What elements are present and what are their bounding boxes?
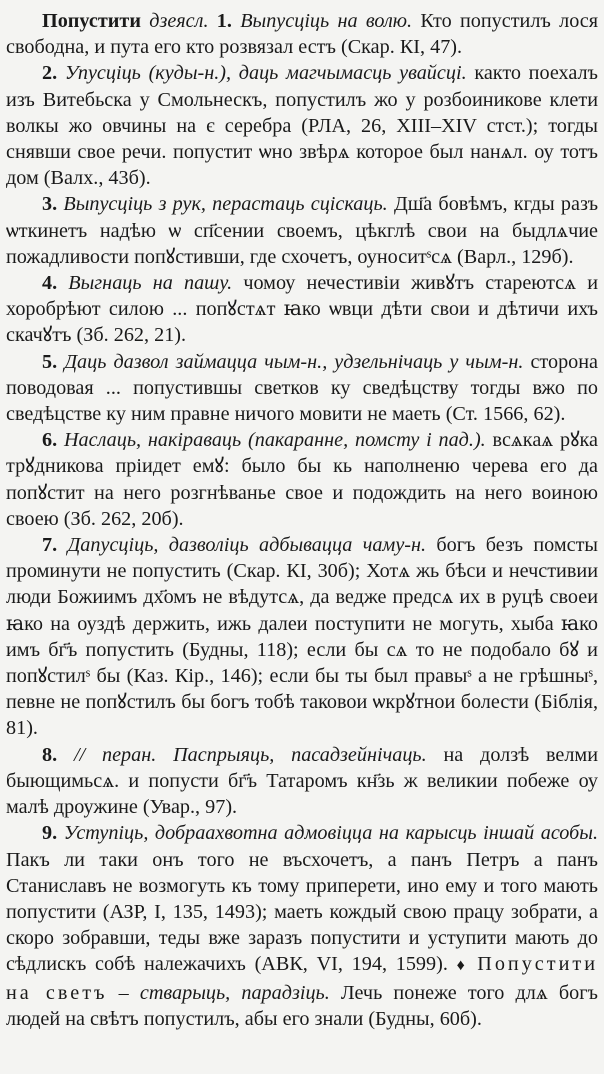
sense-gloss: Выпусціць на волю. [240, 10, 413, 32]
sense-number: 7. [42, 534, 58, 557]
headword: Попустити [42, 10, 141, 32]
sense-5 [6, 349, 598, 428]
sense-gloss: Уступіць, добраахвотна адмовіцца на карысць іншай асобы. [63, 822, 599, 845]
sense-gloss: Даць дазвол займацца чым-н., удзельнічаць у чым-н. [64, 350, 524, 373]
sense-3 [6, 191, 598, 270]
sense-number: 9. [42, 822, 58, 845]
sense-number: 6. [42, 429, 58, 452]
sense-gloss: Упусціць (куды-н.), даць магчымасць увайсці. [64, 62, 467, 85]
part-of-speech: дзеясл. [149, 10, 209, 32]
phrase-citation: Лечь понеже того длѧ богъ людей на свѣтъ попустилъ, абы его знали (Будны, 60б). [6, 981, 598, 1030]
sense-citation: богъ безъ помсты проминути не попустить (Скар. КІ, 30б); Хотѧ жь бѣси и нечстивии люди Божиимъ дх҃омъ не вѣдутсѧ, да ведже предсѧ их в руцѣ своеи ꙗко на оуздѣ держить, ижь далеи поступити не могуть, хыба ꙗко имъ бг҃ъ попустить (Будны, 118); если бы сѧ то не подобало бꙋ и попꙋстилˢ бы (Каз. Кір., 146); если бы ты был правыˢ а не грѣшныˢ, певне не попꙋстилъ бы богъ тобѣ таковои ѡкрꙋтнои болести (Біблія, 81). [6, 534, 598, 740]
sense-citation: сторона поводовая ... попустившы светков ку сведѣцству тогды вжо по сведѣцстве ку ним правне ничого мовити не маеть (Ст. 1566, 62). [6, 350, 599, 426]
sense-number: 1. [216, 10, 232, 32]
sense-6 [6, 427, 598, 532]
sense-number: 8. [42, 743, 58, 766]
sense-citation: всѧкаѧ рꙋка трꙋдникова прiидет емꙋ: было бы кь наполненю черева его да попꙋстит на него розгнѣванье свое и подождить на него воиною своею (Зб. 262, 20б). [6, 429, 599, 530]
sense-2 [6, 60, 598, 191]
sense-1 [6, 8, 598, 60]
sense-4 [6, 270, 598, 349]
sense-number: 3. [42, 193, 58, 216]
phrase-gloss: стварыць, парадзіць. [139, 981, 330, 1004]
sense-citation: на долзѣ велми быющимьсѧ. и попусти бг҃ъ Татаромъ кн҃зь ж великии побеже оу малѣ дроужине (Увар., 97). [6, 743, 598, 819]
sense-7 [6, 532, 598, 742]
sense-number: 2. [42, 62, 58, 85]
sense-citation: Кто попустилъ лося свободна, и пута его кто розвязал естъ (Скар. КІ, 47). [6, 10, 599, 59]
sense-gloss: Выгнаць на пашу. [68, 272, 233, 295]
sense-gloss: Наслаць, накіраваць (пакаранне, помсту і пад.). [63, 429, 486, 452]
sense-8 [6, 742, 598, 821]
sense-number: 4. [42, 272, 58, 295]
dictionary-entry [6, 8, 598, 1032]
sense-gloss: // перан. Паспрыяць, пасадзейнічаць. [73, 743, 427, 766]
sense-gloss: Выпусціць з рук, перастаць сціскаць. [63, 193, 388, 216]
sense-citation: Дш҃а бовѣмъ, кгды разъ ѡткинетъ надѣю ѡ сп҃сении своемъ, цѣкглѣ свои на быдлѧчие пожадливости попꙋстивши, где схочетъ, оуноситˢсѧ (Варл., 129б). [6, 193, 599, 268]
sense-number: 5. [42, 350, 58, 373]
sense-citation: както поехалъ изъ Витебьска у Смольнескъ, попустилъ жо у розбоиникове клети волкы жо овчины на є серебра (РЛА, 26, XIII–XIV стст.); тогды снявши свое речи. попустит ѡно звѣрѧ которое был нанѧл. оу тотъ дом (Валх., 43б). [6, 62, 598, 190]
sense-gloss: Дапусціць, дазволіць адбывацца чаму-н. [67, 534, 427, 557]
phrase-dash: – [118, 981, 129, 1004]
diamond-icon: ♦ [456, 957, 469, 975]
sense-citation: Пакъ ли таки онъ того не въсхочетъ, а панъ Петръ а панъ Станиславъ не возмогуть къ тому приперети, ино ему и того мають попустити (АЗР, І, 135, 1493); маеть кождый свою працу зобрати, а скоро зобравши, теды вже заразъ попустити и уступити мають до сѣдлискъ собѣ належачихъ (АВК, VI, 194, 1599). [6, 848, 598, 976]
phrase-term: Попустити на светъ [6, 953, 599, 1004]
sense-9 [6, 820, 598, 1032]
sense-citation: чомоу нечестивіи живꙋтъ стареютсѧ и хоробрѣют силою ... попꙋстѧт ꙗко ѡвци дѣти свои и дѣтичи ихъ скачꙋтъ (Зб. 262, 21). [6, 272, 599, 347]
